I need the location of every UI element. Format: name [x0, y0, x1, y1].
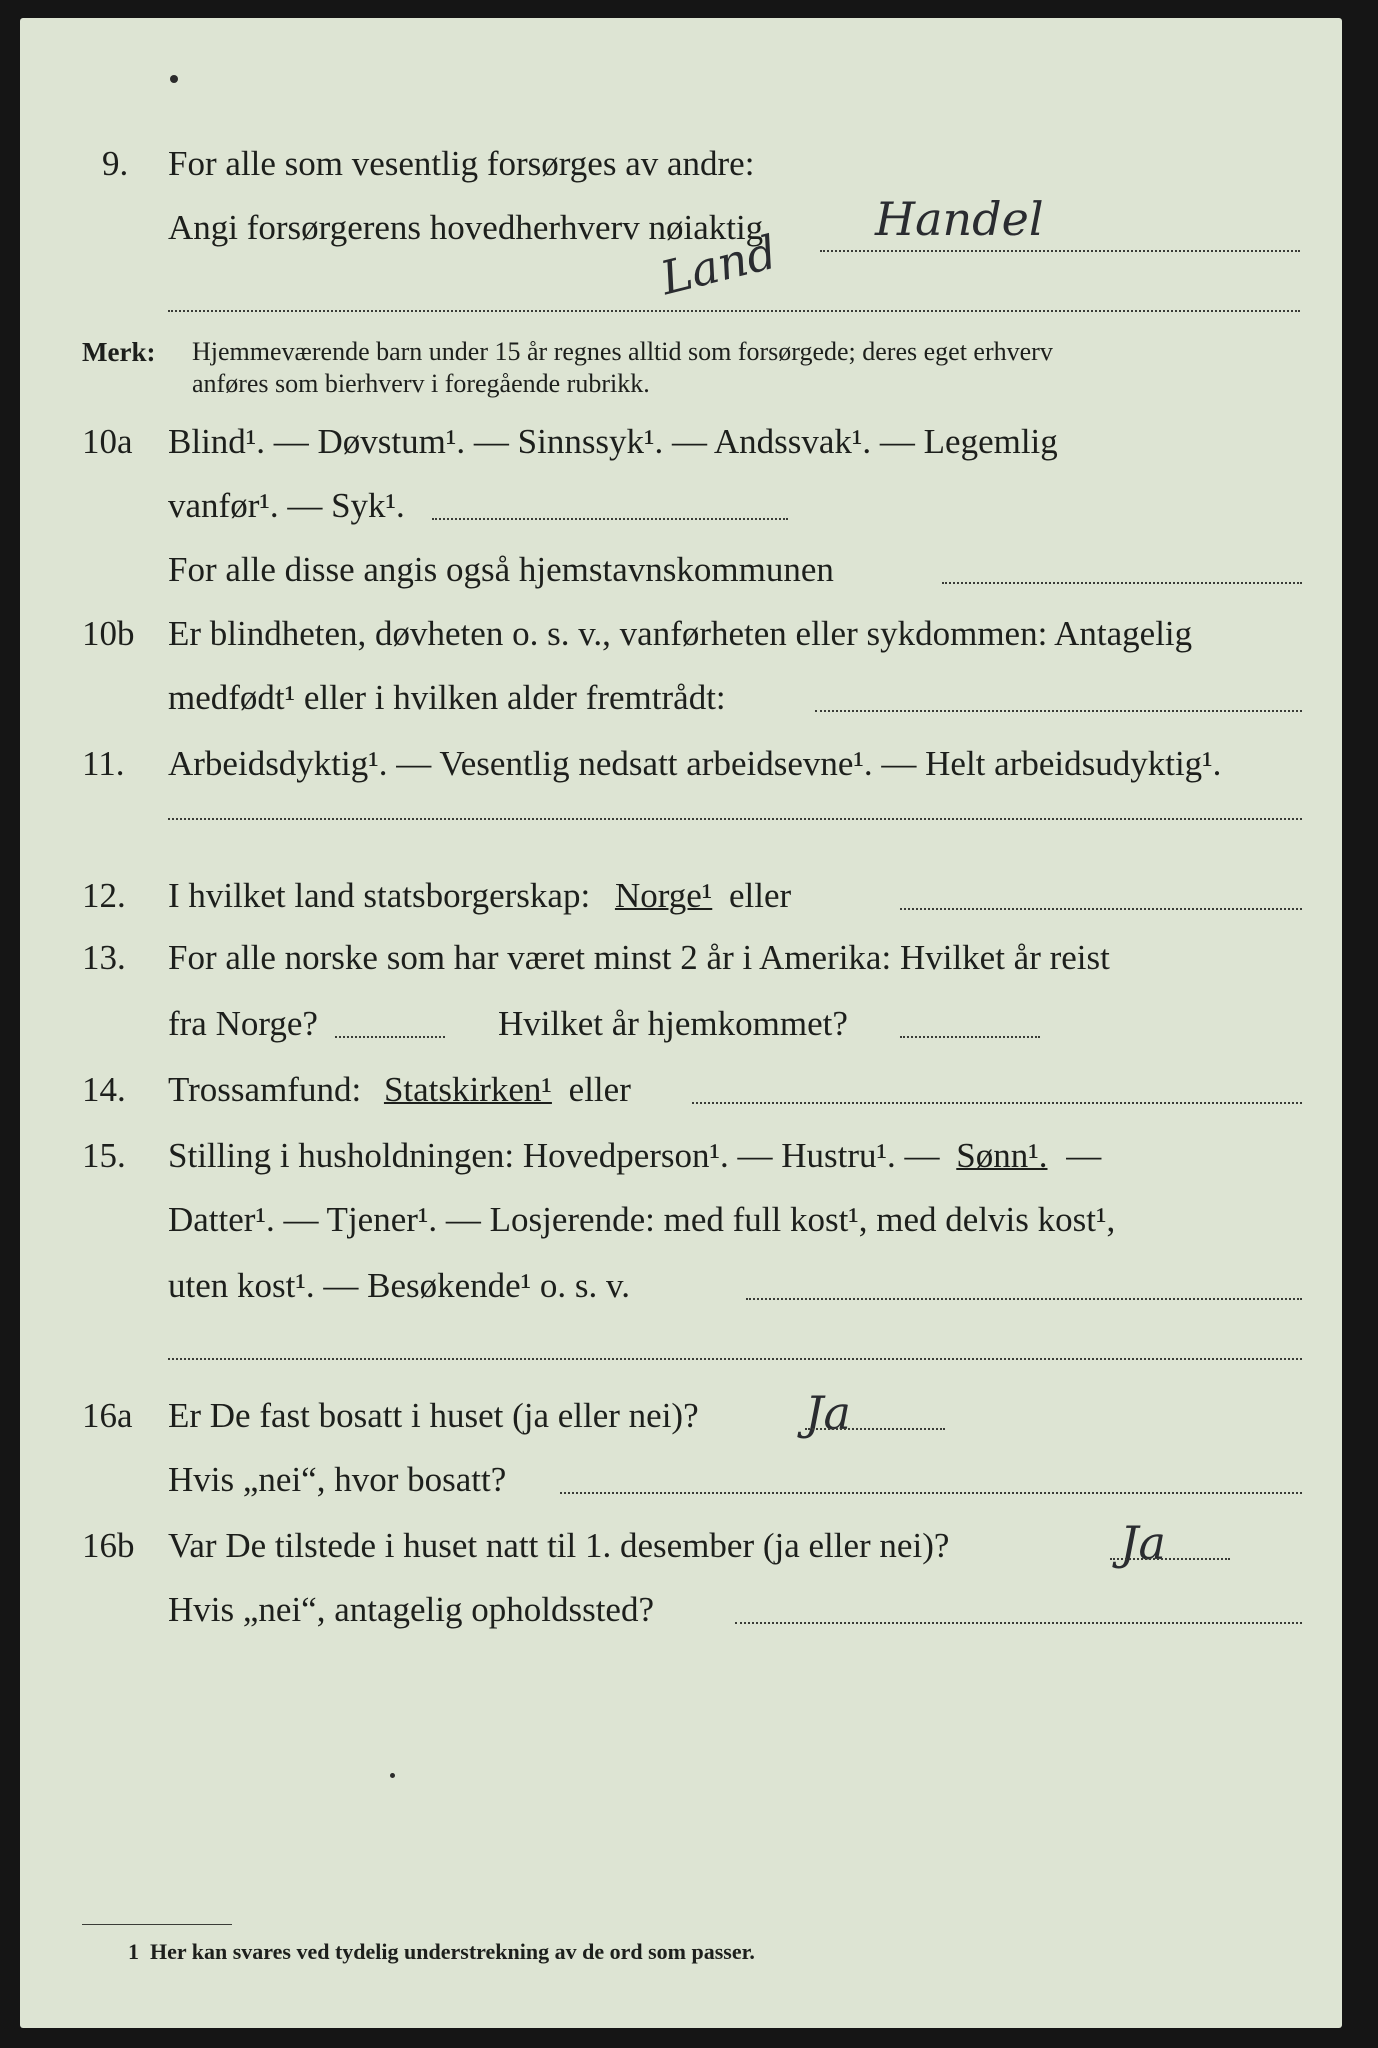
- q13-line2b: Hvilket år hjemkommet?: [498, 1004, 848, 1043]
- footnote-rule: [82, 1924, 232, 1925]
- q13-number: 13.: [82, 938, 126, 977]
- q16b-line2: Hvis „nei“, antagelig opholdssted?: [168, 1590, 654, 1629]
- q16b-number: 16b: [82, 1526, 135, 1565]
- q9-answer-line-2: [168, 310, 1300, 312]
- q15-answer-line: [168, 1358, 1302, 1360]
- q12-norge-option: Norge¹: [614, 876, 713, 915]
- q10a-line3: For alle disse angis også hjemstavnskommunen: [168, 550, 834, 589]
- q15-line2: Datter¹. — Tjener¹. — Losjerende: med full kost¹, med delvis kost¹,: [168, 1200, 1116, 1239]
- q13-line2a: fra Norge?: [168, 1004, 318, 1043]
- merk-line2: anføres som bierhverv i foregående rubrikk.: [192, 369, 650, 398]
- q13-line1: For alle norske som har været minst 2 år i Amerika: Hvilket år reist: [168, 938, 1110, 977]
- q16b-answer-line: [1110, 1558, 1230, 1560]
- q16b-handwritten-answer: Ja: [1120, 1516, 1166, 1570]
- q13-hjemkommet-field: [900, 1036, 1040, 1038]
- q10a-number: 10a: [82, 422, 133, 461]
- q9-answer-line: [820, 250, 1300, 252]
- footnote-marker: 1: [128, 1939, 139, 1964]
- q9-line2: Angi forsørgerens hovedherhverv nøiaktig: [168, 208, 764, 247]
- q9-handwritten-answer-2: Land: [655, 224, 782, 306]
- q12-suffix: eller: [729, 876, 792, 915]
- q10a-line3-field: [942, 582, 1302, 584]
- q14-suffix: eller: [568, 1070, 631, 1109]
- q16a-number: 16a: [82, 1396, 133, 1435]
- q14-number: 14.: [82, 1070, 126, 1109]
- q12-number: 12.: [82, 876, 126, 915]
- q15-line3-field: [746, 1298, 1302, 1300]
- q14-statskirken-option: Statskirken¹: [383, 1070, 552, 1109]
- census-form-page: [20, 18, 1342, 2028]
- merk-line1: Hjemmeværende barn under 15 år regnes alltid som forsørgede; deres eget erhverv: [192, 337, 1053, 366]
- q14-prefix: Trossamfund:: [168, 1070, 362, 1109]
- q15-line1a: Stilling i husholdningen: Hovedperson¹. — Hustru¹. —: [168, 1136, 940, 1175]
- ink-dot: [390, 1773, 395, 1778]
- q9-handwritten-answer: Handel: [875, 192, 1044, 246]
- q15-line3: uten kost¹. — Besøkende¹ o. s. v.: [168, 1266, 631, 1305]
- q16a-handwritten-answer: Ja: [805, 1386, 851, 1440]
- q11-line1: Arbeidsdyktig¹. — Vesentlig nedsatt arbeidsevne¹. — Helt arbeidsudyktig¹.: [168, 744, 1222, 783]
- q10a-line2-field: [432, 518, 788, 520]
- q11-number: 11.: [82, 744, 125, 783]
- q14-answer-line: [692, 1102, 1302, 1104]
- q11-answer-line: [168, 818, 1302, 820]
- q16a-line1: Er De fast bosatt i huset (ja eller nei)?: [168, 1396, 699, 1435]
- merk-label: Merk:: [82, 337, 156, 367]
- footnote-text: Her kan svares ved tydelig understrekning av de ord som passer.: [150, 1939, 755, 1964]
- q15-line1b: —: [1066, 1136, 1102, 1175]
- q14-line: [168, 1070, 631, 1110]
- q16b-line1: Var De tilstede i huset natt til 1. desember (ja eller nei)?: [168, 1526, 950, 1565]
- q10a-line1: Blind¹. — Døvstum¹. — Sinnssyk¹. — Andssvak¹. — Legemlig: [168, 422, 1058, 461]
- q15-sonn-option: Sønn¹.: [956, 1136, 1048, 1175]
- q16a-answer-line: [805, 1428, 945, 1430]
- q15-number: 15.: [82, 1136, 126, 1175]
- q10b-line2: medfødt¹ eller i hvilken alder fremtrådt:: [168, 678, 726, 717]
- q10b-line1: Er blindheten, døvheten o. s. v., vanførheten eller sykdommen: Antagelig: [168, 614, 1193, 653]
- q16a-line2-field: [560, 1492, 1302, 1494]
- q15-line1: [168, 1136, 1101, 1176]
- q16a-line2: Hvis „nei“, hvor bosatt?: [168, 1460, 507, 1499]
- ink-dot: [170, 75, 178, 83]
- q16b-line2-field: [735, 1622, 1302, 1624]
- q9-line1: For alle som vesentlig forsørges av andre:: [168, 144, 755, 183]
- q9-number: 9.: [102, 144, 129, 183]
- q10a-line2: vanfør¹. — Syk¹.: [168, 486, 405, 525]
- q12-answer-line: [900, 908, 1302, 910]
- q10b-line2-field: [815, 710, 1302, 712]
- q12-line: [168, 876, 791, 916]
- q12-prefix: I hvilket land statsborgerskap:: [168, 876, 591, 915]
- q13-reist-field: [335, 1036, 445, 1038]
- q10b-number: 10b: [82, 614, 135, 653]
